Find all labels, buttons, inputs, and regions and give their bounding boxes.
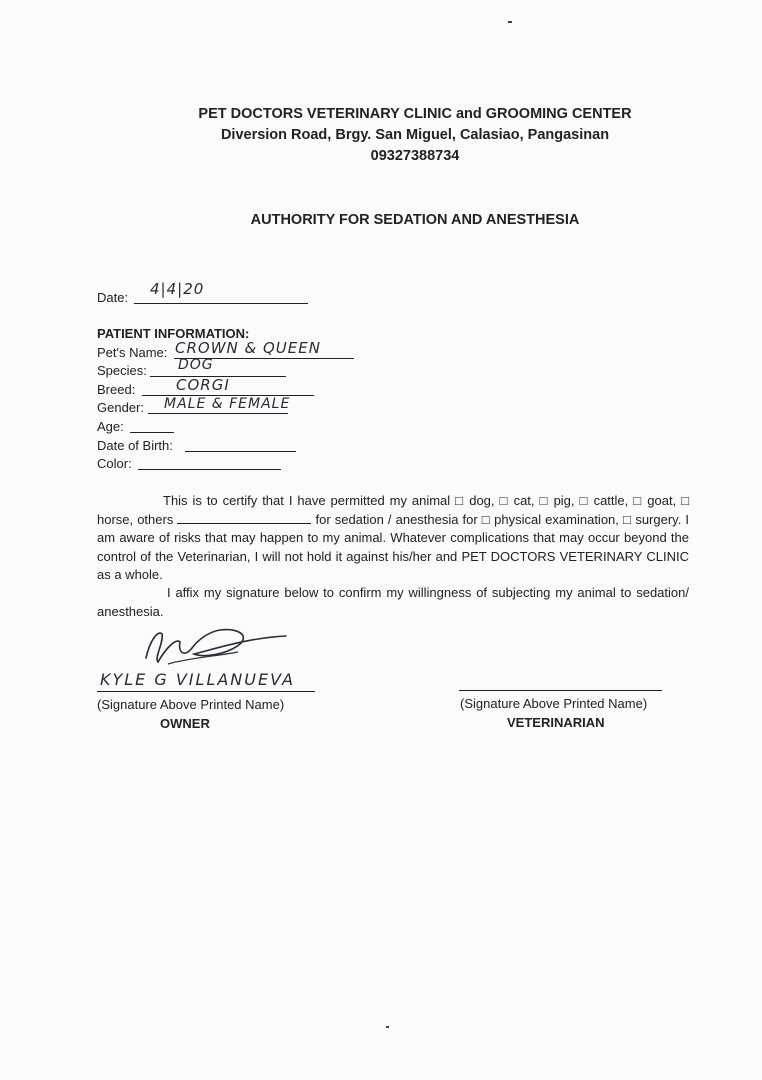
others-blank <box>177 512 311 524</box>
age-label: Age: <box>97 419 124 434</box>
date-label: Date: <box>97 290 129 305</box>
certification-text-part1: This is to certify that I have permitted my animal □ dog, □ cat, □ pig, □ cattle, □ goat, □ horse, others <box>97 493 689 527</box>
pets-name-value: CROWN & QUEEN <box>175 339 321 357</box>
color-line <box>138 469 281 470</box>
scan-speck <box>508 21 512 23</box>
patient-info-heading: PATIENT INFORMATION: <box>97 326 250 341</box>
vet-role-label: VETERINARIAN <box>507 715 605 730</box>
date-value: 4|4|20 <box>150 280 205 298</box>
owner-role-label: OWNER <box>160 716 210 731</box>
owner-signature-line <box>97 691 315 692</box>
certification-paragraph <box>97 492 689 585</box>
pets-name-label: Pet's Name: <box>97 345 168 360</box>
breed-label: Breed: <box>97 382 136 397</box>
scan-speck <box>386 1026 389 1028</box>
owner-signature-caption: (Signature Above Printed Name) <box>97 697 285 712</box>
gender-line <box>148 413 288 414</box>
owner-printed-name: KYLE G VILLANUEVA <box>100 670 295 689</box>
owner-signature-scribble <box>128 618 298 678</box>
breed-value: CORGI <box>176 376 230 394</box>
clinic-address: Diversion Road, Brgy. San Miguel, Calasiao, Pangasinan <box>220 127 610 143</box>
dob-label: Date of Birth: <box>97 438 173 453</box>
clinic-name: PET DOCTORS VETERINARY CLINIC and GROOMING CENTER <box>198 106 632 122</box>
affirmation-paragraph <box>97 584 689 621</box>
color-label: Color: <box>97 456 132 471</box>
age-line <box>130 432 174 433</box>
letterhead <box>0 104 762 167</box>
dob-line <box>185 451 296 452</box>
certification-text-part2: for sedation / anesthesia for □ physical examination, □ surgery. I am aware of risks that may happen to my animal. Whatever complications that may occur beyond the control of the Veterinarian, I will not hold it against his/her and PET DOCTORS VETERINARY CLINIC as a whole. <box>97 511 689 582</box>
species-label: Species: <box>97 363 147 378</box>
date-line <box>134 303 308 304</box>
vet-signature-caption: (Signature Above Printed Name) <box>460 696 648 711</box>
species-value: DOG <box>178 357 214 373</box>
vet-signature-line <box>459 690 662 691</box>
affirmation-text: I affix my signature below to confirm my willingness of subjecting my animal to sedation/ anesthesia. <box>97 585 689 619</box>
document-title: AUTHORITY FOR SEDATION AND ANESTHESIA <box>250 212 580 228</box>
gender-value: MALE & FEMALE <box>164 396 291 412</box>
gender-label: Gender: <box>97 400 144 415</box>
clinic-phone: 09327388734 <box>370 148 460 164</box>
